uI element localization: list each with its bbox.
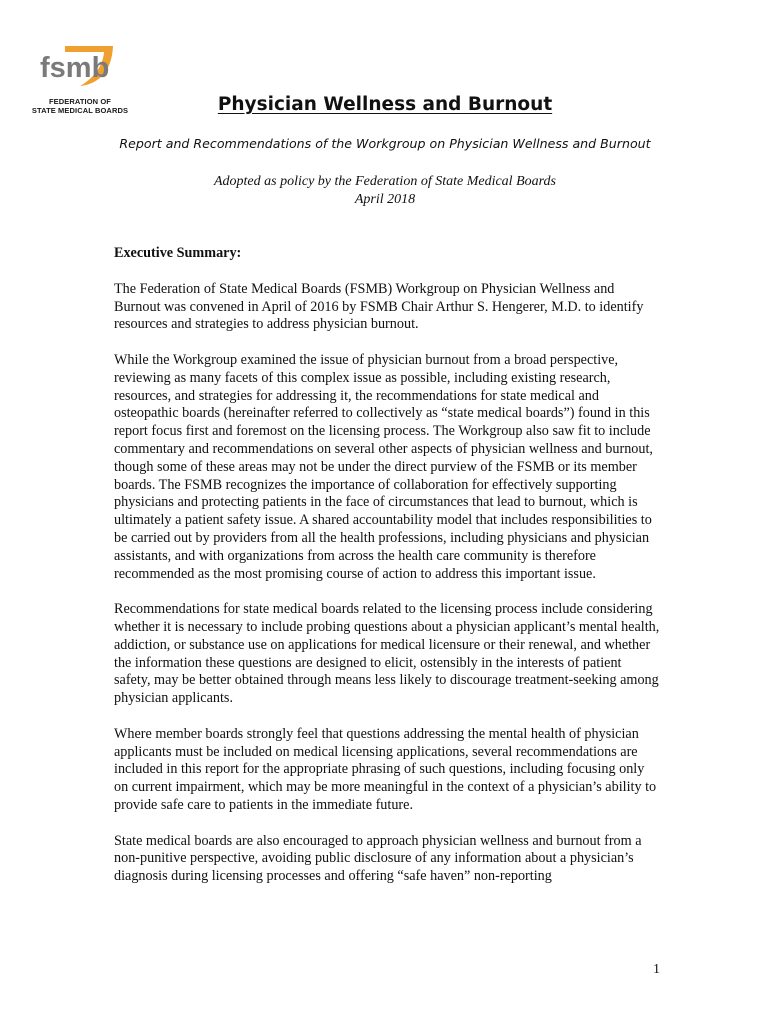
- fsmb-logo-mark: [24, 44, 136, 100]
- adoption-date: April 2018: [354, 192, 416, 207]
- paragraph: Recommendations for state medical boards related to the licensing process include considering whether it is necessary to include probing questions about a physician applicant’s mental health, addiction, or substance use on applications for medical licensure or their renewal, and whether the information these questions are designed to elicit, ostensibly in the interests of patient safety, may be better obtained through means less likely to discourage treatment-seeking among physician applicants.: [114, 601, 660, 707]
- section-heading: Executive Summary:: [114, 245, 242, 261]
- document-title: Physician Wellness and Burnout: [217, 94, 553, 115]
- fsmb-logo-wordmark: fsmb: [40, 52, 110, 84]
- paragraph: Where member boards strongly feel that questions addressing the mental health of physician applicants must be included on medical licensing applications, several recommendations are included in this report for the appropriate phrasing of such questions, including focusing only on current impairment, which may be more meaningful in the context of a physician’s ability to provide safe care to patients in the immediate future.: [114, 725, 657, 813]
- logo-line-2: STATE MEDICAL BOARDS: [31, 106, 129, 115]
- logo-line-1: FEDERATION OF: [49, 97, 111, 106]
- paragraph: The Federation of State Medical Boards (FSMB) Workgroup on Physician Wellness and Burnout was convened in April of 2016 by FSMB Chair Arthur S. Hengerer, M.D. to identify resources and strategies to address physician burnout.: [114, 280, 644, 333]
- adoption-line: Adopted as policy by the Federation of State Medical Boards: [213, 174, 556, 189]
- page-number: 1: [653, 962, 660, 977]
- paragraph: While the Workgroup examined the issue of physician burnout from a broad perspective, reviewing as many facets of this complex issue as possible, including existing research, resources, and strategies for addressing it, the recommendations for state medical and osteopathic boards (hereinafter referred to collectively as “state medical boards”) found in this report focus first and foremost on the licensing process. The Workgroup also saw fit to include commentary and recommendations on several other aspects of physician wellness and burnout, though some of these areas may not be under the direct purview of the FSMB or its member boards. The FSMB recognizes the importance of collaboration for effectively supporting physicians and protecting patients in the face of circumstances that lead to burnout, which is ultimately a patient safety issue. A shared accountability model that includes responsibilities to be carried out by providers from all the health professions, including physicians and physician assistants, and with organizations from across the health care community is therefore recommended as the most promising course of action to address this important issue.: [114, 351, 653, 582]
- adoption-note: [0, 173, 770, 209]
- document-subtitle: Report and Recommendations of the Workgroup on Physician Wellness and Burnout: [119, 136, 651, 151]
- document-body: [114, 245, 660, 904]
- paragraph: State medical boards are also encouraged to approach physician wellness and burnout from a non-punitive perspective, avoiding public disclosure of any information about a physician’s diagnosis during licensing processes and offering “safe haven” non-reporting: [114, 832, 642, 885]
